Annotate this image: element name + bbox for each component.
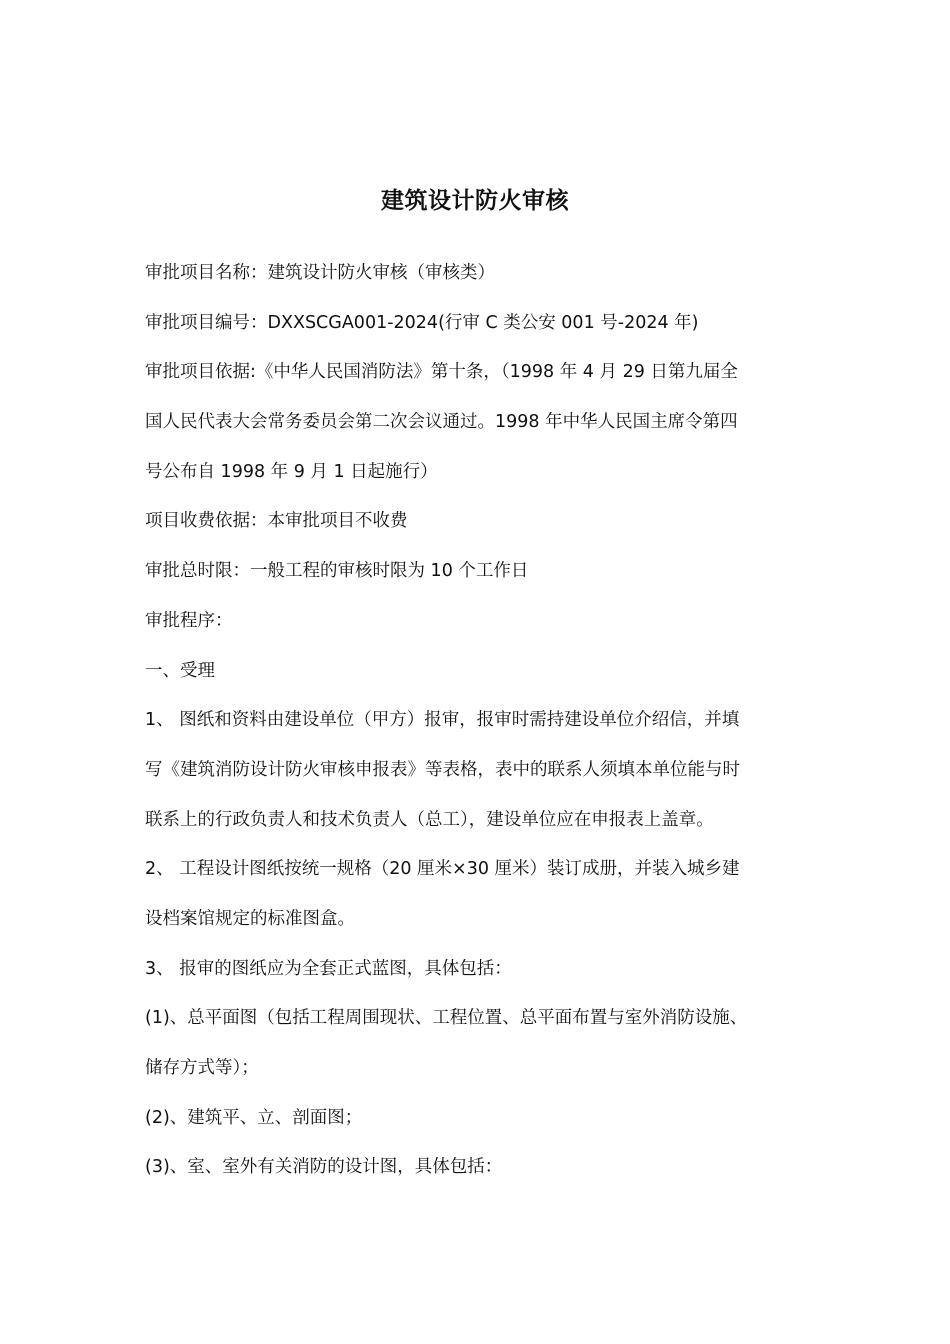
document-body [145,255,820,1199]
section-heading: 一、受理 [145,660,215,681]
text-line: 审批总时限：一般工程的审核时限为 10 个工作日 [145,561,529,582]
text-line: 2、 工程设计图纸按统一规格（20 厘米×30 厘米）装订成册，并装入城乡建 [145,859,740,880]
text-line: 3、 报审的图纸应为全套正式蓝图，具体包括： [145,958,512,979]
text-line: (3)、室、室外有关消防的设计图，具体包括： [145,1157,503,1178]
text-line: 1、 图纸和资料由建设单位（甲方）报审，报审时需持建设单位介绍信，并填 [145,710,740,731]
text-line: (2)、建筑平、立、剖面图； [145,1107,363,1128]
text-line: 设档案馆规定的标准图盒。 [145,908,355,929]
text-line: 写《建筑消防设计防火审核申报表》等表格，表中的联系人须填本单位能与时 [145,759,740,780]
text-line: 审批程序： [145,610,233,631]
text-line: 审批项目编号：DXXSCGA001-2024(行审 C 类公安 001 号-2024 年) [145,312,699,333]
text-line: 联系上的行政负责人和技术负责人（总工），建设单位应在申报表上盖章。 [145,809,714,830]
text-line: 审批项目依据:《中华人民国消防法》第十条，（1998 年 4 月 29 日第九届全 [145,362,738,383]
text-line: 项目收费依据：本审批项目不收费 [145,511,408,532]
text-line: 号公布自 1998 年 9 月 1 日起施行） [145,461,438,482]
text-line: 审批项目名称：建筑设计防火审核（审核类） [145,263,495,283]
document-title: 建筑设计防火审核 [381,188,569,214]
text-line: 储存方式等）； [145,1058,259,1078]
text-line: (1)、总平面图（包括工程周围现状、工程位置、总平面布置与室外消防设施、 [145,1008,748,1029]
text-line: 国人民代表大会常务委员会第二次会议通过。1998 年中华人民国主席令第四 [145,412,738,433]
